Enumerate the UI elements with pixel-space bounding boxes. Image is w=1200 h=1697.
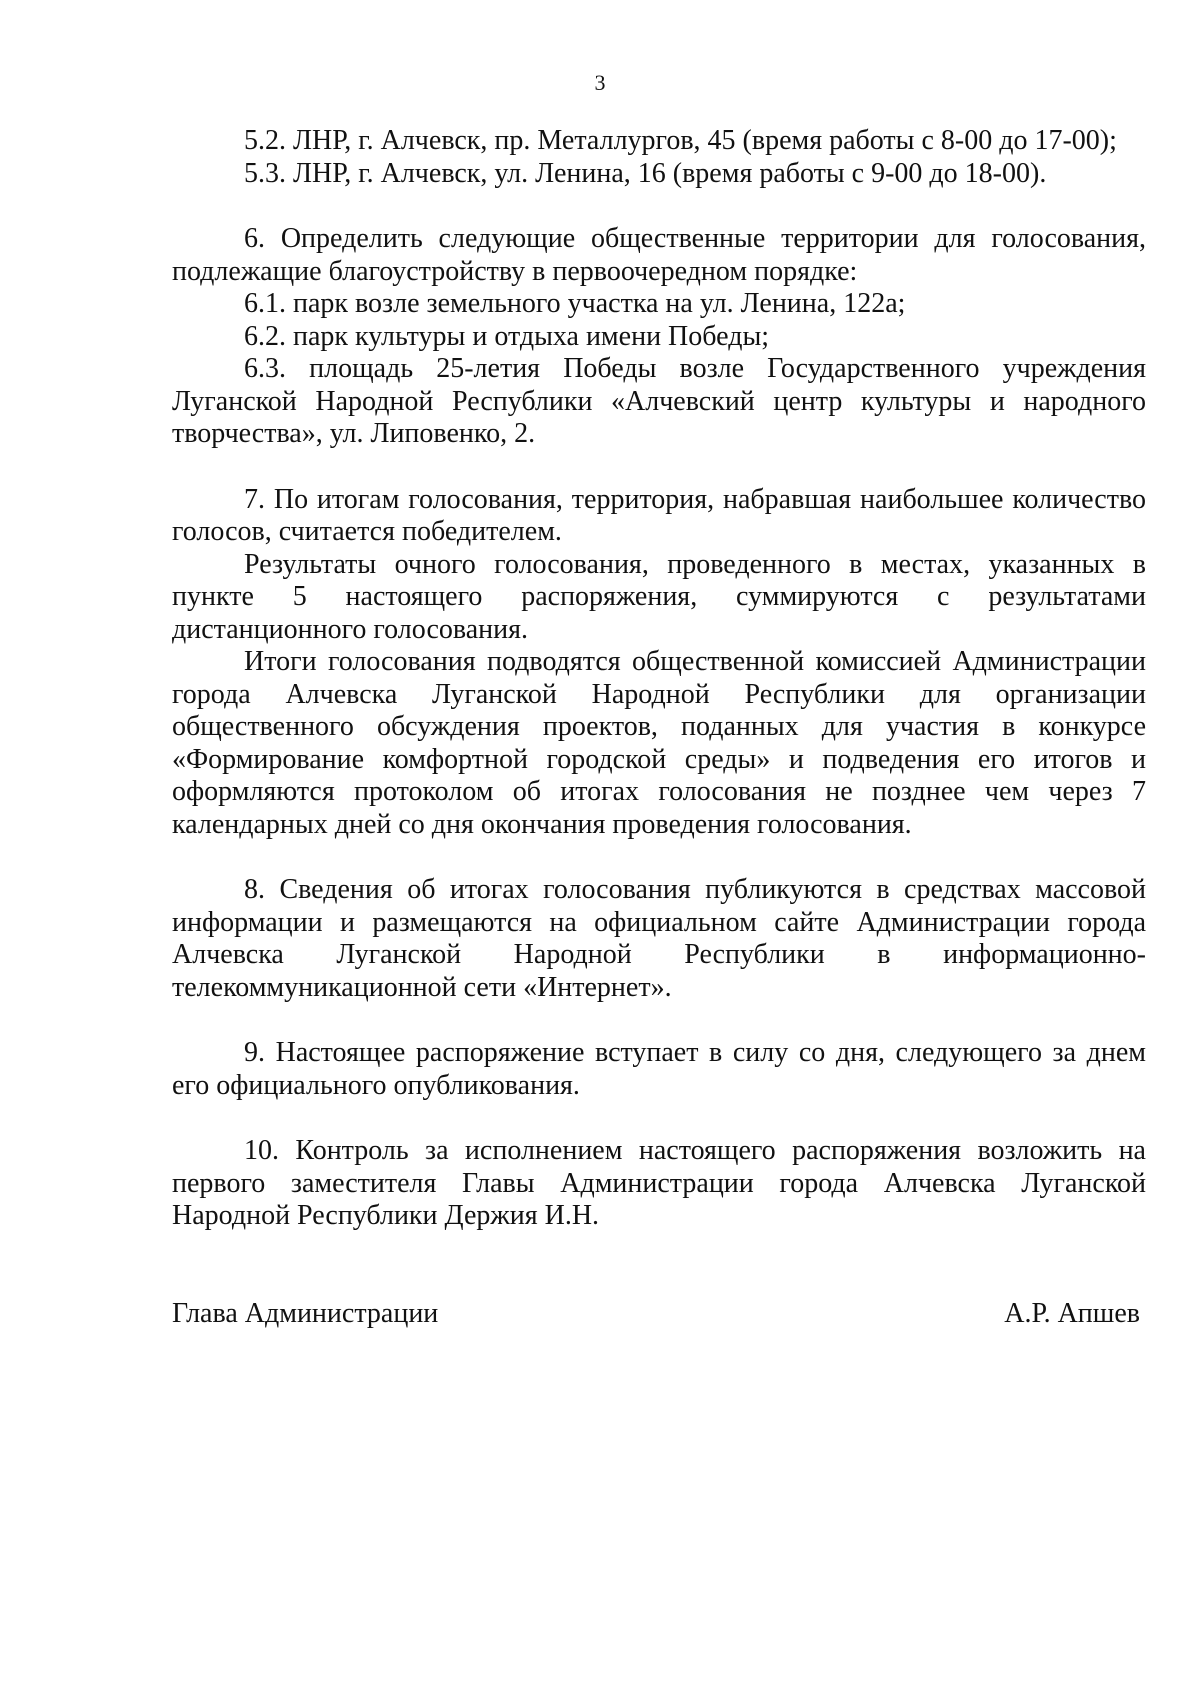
clause-6: 6. Определить следующие общественные территории для голосования, подлежащие благоустройству в первоочередном порядке: bbox=[172, 223, 1146, 287]
clause-10: 10. Контроль за исполнением настоящего распоряжения возложить на первого заместителя Главы Администрации города Алчевска Луганской Народной Республики Держия И.Н. bbox=[172, 1135, 1146, 1231]
clause-5-3: 5.3. ЛНР, г. Алчевск, ул. Ленина, 16 (время работы с 9-00 до 18-00). bbox=[244, 157, 1047, 189]
paragraph-gap bbox=[172, 841, 1146, 874]
signatory-name: А.Р. Апшев bbox=[1004, 1298, 1140, 1329]
clause-7-totals: Итоги голосования подводятся общественной комиссией Администрации города Алчевска Луганской Народной Республики для организации общественного обсуждения проектов, поданных для участия в конкурсе «Формирование комфортной городской среды» и подведения его итогов и оформляются протоколом об итогах голосования не позднее чем через 7 календарных дней со дня окончания проведения голосования. bbox=[172, 646, 1146, 840]
paragraph-gap bbox=[172, 1102, 1146, 1135]
clause-7-results: Результаты очного голосования, проведенного в местах, указанных в пункте 5 настоящего распоряжения, суммируются с результатами дистанционного голосования. bbox=[172, 548, 1146, 645]
clause-9: 9. Настоящее распоряжение вступает в силу со дня, следующего за днем его официального опубликования. bbox=[172, 1037, 1146, 1101]
signatory-position: Глава Администрации bbox=[172, 1298, 439, 1329]
clause-7: 7. По итогам голосования, территория, набравшая наибольшее количество голосов, считается победителем. bbox=[172, 483, 1146, 547]
paragraph-gap bbox=[172, 190, 1146, 223]
clause-5-2: 5.2. ЛНР, г. Алчевск, пр. Металлургов, 45 (время работы с 8-00 до 17-00); bbox=[244, 125, 1117, 156]
page-number: 3 bbox=[594, 70, 606, 95]
document-body bbox=[172, 125, 1146, 1233]
signature-block bbox=[172, 1298, 1140, 1330]
clause-8: 8. Сведения об итогах голосования публикуются в средствах массовой информации и размещаются на официальном сайте Администрации города Алчевска Луганской Народной Республики в информационно-телекоммуникационной сети «Интернет». bbox=[172, 874, 1146, 1003]
clause-6-2: 6.2. парк культуры и отдыха имени Победы; bbox=[244, 320, 770, 352]
paragraph-gap bbox=[172, 451, 1146, 484]
paragraph-gap bbox=[172, 1004, 1146, 1037]
clause-6-1: 6.1. парк возле земельного участка на ул. Ленина, 122а; bbox=[244, 288, 906, 319]
clause-6-3: 6.3. площадь 25-летия Победы возле Государственного учреждения Луганской Народной Республики «Алчевский центр культуры и народного творчества», ул. Липовенко, 2. bbox=[172, 353, 1146, 449]
